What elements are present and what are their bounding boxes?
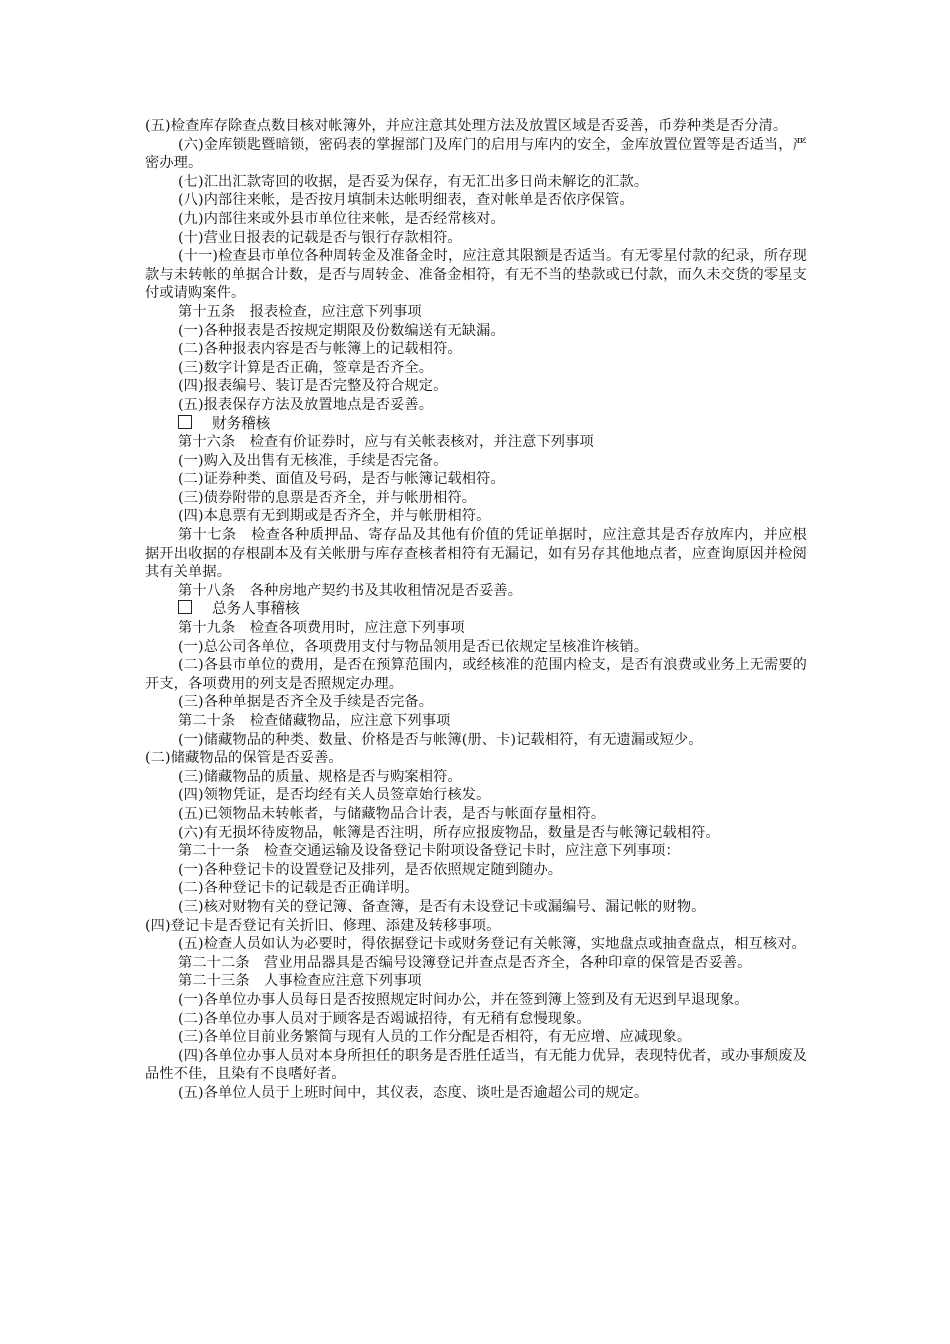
section-heading <box>145 415 807 434</box>
paragraph: (二)各种登记卡的记载是否正确详明。 <box>178 880 419 897</box>
paragraph: (八)内部往来帐，是否按月填制未达帐明细表，查对帐单是否依序保管。 <box>178 192 634 209</box>
paragraph: (三)储藏物品的质量、规格是否与购案相符。 <box>178 768 462 785</box>
document-body <box>145 117 807 1102</box>
paragraph: (二)各种报表内容是否与帐簿上的记载相符。 <box>178 341 462 358</box>
section-heading <box>145 600 807 619</box>
section-heading-text: 总务人事稽核 <box>212 600 300 618</box>
paragraph: (四)登记卡是否登记有关折旧、修理、添建及转移事项。 <box>145 917 501 934</box>
paragraph: (五)报表保存方法及放置地点是否妥善。 <box>178 396 434 413</box>
paragraph: (五)已领物品未转帐者，与储藏物品合计表，是否与帐面存量相符。 <box>178 805 606 822</box>
paragraph: 第二十一条 检查交通运输及设备登记卡附项设备登记卡时，应注意下列事项： <box>178 843 680 860</box>
paragraph: 第十七条 检查各种质押品、寄存品及其他有价值的凭证单据时，应注意其是否存放库内，并应根据开出收据的存根副本及有关帐册与库存查核者相符有无漏记，如有另存其他地点者，应查询原因并检阅其有关单据。 <box>145 527 807 581</box>
paragraph: 第十六条 检查有价证券时，应与有关帐表核对，并注意下列事项 <box>178 434 594 451</box>
paragraph: (九)内部往来或外县市单位往来帐，是否经常核对。 <box>178 210 505 227</box>
paragraph: (四)本息票有无到期或是否齐全，并与帐册相符。 <box>178 508 491 525</box>
paragraph: (四)各单位办事人员对本身所担任的职务是否胜任适当，有无能力优异，表现特优者，或办事颓废及品性不佳，且染有不良嗜好者。 <box>145 1047 807 1083</box>
checkbox-square-icon <box>178 415 192 429</box>
paragraph: 第十九条 检查各项费用时，应注意下列事项 <box>178 620 465 637</box>
paragraph: (三)核对财物有关的登记簿、备查簿，是否有未设登记卡或漏编号、漏记帐的财物。 <box>178 898 706 915</box>
paragraph: (四)报表编号、装订是否完整及符合规定。 <box>178 378 448 395</box>
paragraph: (二)各县市单位的费用，是否在预算范围内，或经核准的范围内检支，是否有浪费或业务上无需要的开支，各项费用的列支是否照规定办理。 <box>145 657 807 692</box>
section-heading-text: 财务稽核 <box>212 414 271 432</box>
paragraph: 第十八条 各种房地产契约书及其收租情况是否妥善。 <box>178 582 523 599</box>
paragraph: 第十五条 报表检查，应注意下列事项 <box>178 303 422 320</box>
paragraph: (一)各种报表是否按规定期限及份数编送有无缺漏。 <box>178 322 505 339</box>
paragraph: (六)金库锁匙暨暗锁，密码表的掌握部门及库门的启用与库内的安全，金库放置位置等是否适当，严密办理。 <box>145 136 807 172</box>
paragraph: (二)各单位办事人员对于顾客是否竭诚招待，有无稍有怠慢现象。 <box>178 1010 591 1027</box>
paragraph: (一)购入及出售有无核准，手续是否完备。 <box>178 452 448 469</box>
paragraph: (五)检查库存除查点数目核对帐簿外，并应注意其处理方法及放置区域是否妥善，币券种类是否分清。 <box>145 118 788 134</box>
paragraph: (十一)检查县市单位各种周转金及准备金时，应注意其限额是否适当。有无零星付款的纪录，所存现款与未转帐的单据合计数，是否与周转金、准备金相符，有无不当的垫款或已付款，而久未交货的零星支付或请购案件。 <box>145 248 807 302</box>
paragraph: (一)各种登记卡的设置登记及排列，是否依照规定随到随办。 <box>178 861 563 878</box>
paragraph: (三)各单位目前业务繁简与现有人员的工作分配是否相符，有无应增、应减现象。 <box>178 1029 692 1046</box>
paragraph: (十)营业日报表的记载是否与银行存款相符。 <box>178 229 462 246</box>
checkbox-square-icon <box>178 600 192 614</box>
paragraph: (四)领物凭证，是否均经有关人员签章始行核发。 <box>178 787 491 804</box>
paragraph: (一)储藏物品的种类、数量、价格是否与帐簿(册、卡)记载相符，有无遗漏或短少。 <box>178 731 703 748</box>
paragraph: (三)债券附带的息票是否齐全，并与帐册相符。 <box>178 489 477 506</box>
paragraph: (一)总公司各单位，各项费用支付与物品领用是否已依规定呈核准许核销。 <box>178 638 649 655</box>
paragraph: 第二十二条 营业用品器具是否编号设簿登记并查点是否齐全，各种印章的保管是否妥善。 <box>178 954 752 971</box>
paragraph: (五)检查人员如认为必要时，得依据登记卡或财务登记有关帐簿，实地盘点或抽查盘点，相互核对。 <box>178 936 806 953</box>
paragraph: 第二十条 检查储藏物品，应注意下列事项 <box>178 713 451 729</box>
paragraph: (五)各单位人员于上班时间中，其仪表，态度、谈吐是否逾超公司的规定。 <box>178 1084 649 1101</box>
paragraph: 第二十三条 人事检查应注意下列事项 <box>178 973 422 990</box>
paragraph: (二)证券种类、面值及号码，是否与帐簿记载相符。 <box>178 471 505 488</box>
paragraph: (三)数字计算是否正确，签章是否齐全。 <box>178 359 434 376</box>
paragraph: (七)汇出汇款寄回的收据，是否妥为保存，有无汇出多日尚未解讫的汇款。 <box>178 173 649 190</box>
paragraph: (一)各单位办事人员每日是否按照规定时间办公，并在签到簿上签到及有无迟到早退现象。 <box>178 991 749 1008</box>
paragraph: (六)有无损坏待废物品，帐簿是否注明，所存应报废物品，数量是否与帐簿记载相符。 <box>178 824 720 841</box>
paragraph: (二)储藏物品的保管是否妥善。 <box>145 750 343 767</box>
paragraph: (三)各种单据是否齐全及手续是否完备。 <box>178 694 434 711</box>
